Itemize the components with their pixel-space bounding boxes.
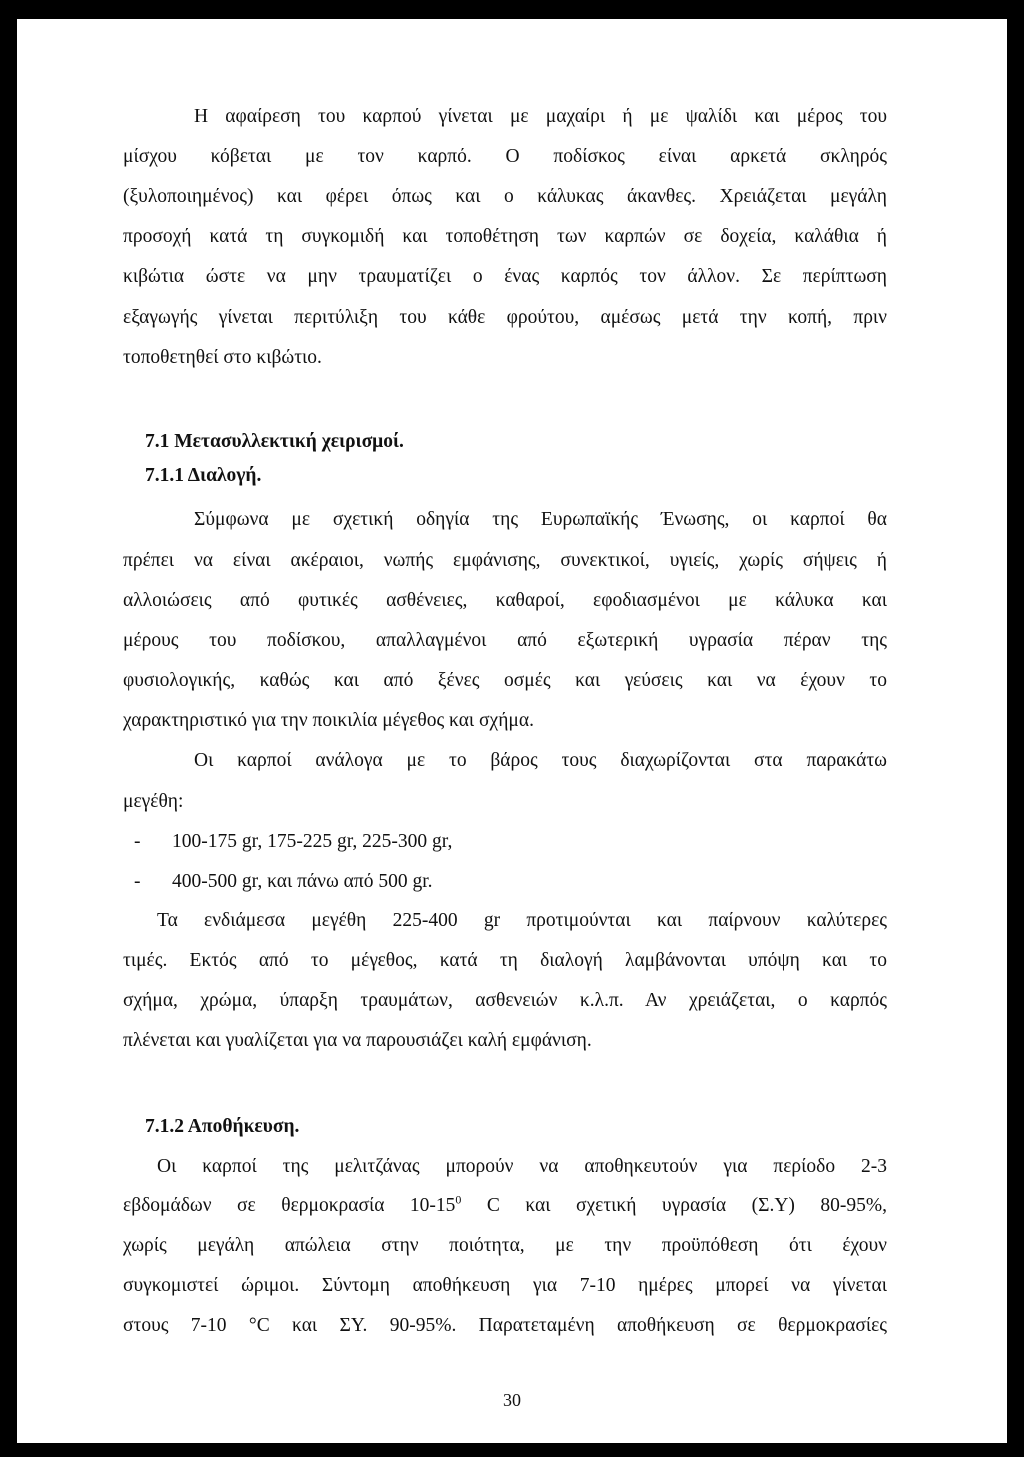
intro-line: προσοχή κατά τη συγκομιδή και τοποθέτηση των καρπών σε δοχεία, καλάθια ή	[123, 226, 887, 247]
paragraph-line: πλένεται και γυαλίζεται για να παρουσιάζει καλή εμφάνιση.	[123, 1030, 592, 1051]
paragraph-line: σχήμα, χρώμα, ύπαρξη τραυμάτων, ασθενειών κ.λ.π. Αν χρειάζεται, ο καρπός	[123, 990, 887, 1011]
paragraph-line: φυσιολογικής, καθώς και από ξένες οσμές και γεύσεις και να έχουν το	[123, 670, 887, 691]
paragraph-line	[123, 1194, 887, 1218]
paragraph-line: Οι καρποί της μελιτζάνας μπορούν να αποθηκευτούν για περίοδο 2-3	[157, 1156, 887, 1177]
paragraph-line: τιμές. Εκτός από το μέγεθος, κατά τη διαλογή λαμβάνονται υπόψη και το	[123, 950, 887, 971]
list-item-text: 400-500 gr, και πάνω από 500 gr.	[172, 871, 433, 892]
list-item-text: 100-175 gr, 175-225 gr, 225-300 gr,	[172, 831, 453, 852]
section-heading: 7.1 Μετασυλλεκτική χειρισμοί.	[145, 431, 404, 452]
paragraph-line: πρέπει να είναι ακέραιοι, νωπής εμφάνισης, συνεκτικοί, υγιείς, χωρίς σήψεις ή	[123, 550, 887, 571]
paragraph-line: Σύμφωνα με σχετική οδηγία της Ευρωπαϊκής Ένωσης, οι καρποί θα	[194, 509, 887, 530]
paragraph-line: χαρακτηριστικό για την ποικιλία μέγεθος και σχήμα.	[123, 710, 534, 731]
intro-line: εξαγωγής γίνεται περιτύλιξη του κάθε φρούτου, αμέσως μετά την κοπή, πριν	[123, 307, 887, 328]
paragraph-line: Οι καρποί ανάλογα με το βάρος τους διαχωρίζονται στα παρακάτω	[194, 750, 887, 771]
paragraph-line: συγκομιστεί ώριμοι. Σύντομη αποθήκευση για 7-10 ημέρες μπορεί να γίνεται	[123, 1275, 887, 1296]
intro-line: κιβώτια ώστε να μην τραυματίζει ο ένας καρπός τον άλλον. Σε περίπτωση	[123, 266, 887, 287]
document-page	[17, 19, 1007, 1443]
intro-line: (ξυλοποιημένος) και φέρει όπως και ο κάλυκας άκανθες. Χρειάζεται μεγάλη	[123, 186, 887, 207]
page-number: 30	[503, 1390, 521, 1410]
list-bullet: -	[134, 871, 141, 892]
list-bullet: -	[134, 831, 141, 852]
paragraph-line: μεγέθη:	[123, 791, 184, 812]
line-segment: C και σχετική υγρασία (Σ.Υ) 80-95%,	[461, 1195, 888, 1216]
paragraph-line: χωρίς μεγάλη απώλεια στην ποιότητα, με την προϋπόθεση ότι έχουν	[123, 1235, 887, 1256]
paragraph-line: στους 7-10 °C και ΣΥ. 90-95%. Παρατεταμένη αποθήκευση σε θερμοκρασίες	[123, 1315, 887, 1336]
paragraph-line: αλλοιώσεις από φυτικές ασθένειες, καθαροί, εφοδιασμένοι με κάλυκα και	[123, 590, 887, 611]
intro-line: μίσχου κόβεται με τον καρπό. Ο ποδίσκος είναι αρκετά σκληρός	[123, 146, 887, 167]
intro-line: Η αφαίρεση του καρπού γίνεται με μαχαίρι ή με ψαλίδι και μέρος του	[194, 106, 887, 127]
paragraph-line: Τα ενδιάμεσα μεγέθη 225-400 gr προτιμούνται και παίρνουν καλύτερες	[157, 910, 887, 931]
superscript: 0	[455, 1192, 462, 1207]
line-segment: εβδομάδων σε θερμοκρασία 10-15	[123, 1195, 456, 1216]
subsection-heading: 7.1.2 Αποθήκευση.	[145, 1116, 300, 1137]
subsection-heading: 7.1.1 Διαλογή.	[145, 465, 262, 486]
intro-line: τοποθετηθεί στο κιβώτιο.	[123, 347, 322, 368]
paragraph-line: μέρους του ποδίσκου, απαλλαγμένοι από εξωτερική υγρασία πέραν της	[123, 630, 887, 651]
